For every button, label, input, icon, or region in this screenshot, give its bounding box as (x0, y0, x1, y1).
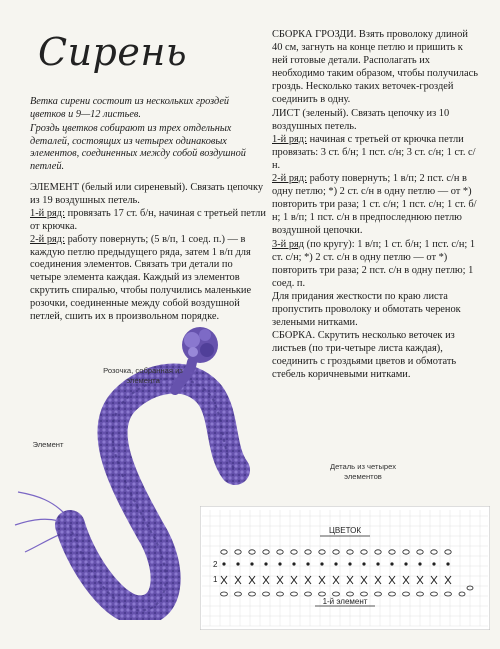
intro-text (30, 96, 262, 176)
slip-stitch-symbol (404, 562, 407, 565)
element-row-2 (30, 234, 266, 324)
row-label: 1-й ряд: (30, 207, 65, 219)
slip-stitch-symbol (250, 562, 253, 565)
row-text: работу повернуть; 1 в/п; 2 пст. с/н в одну петлю; *) 2 ст. с/н в одну петлю — от *) повторить три раза; 1 ст. с/н; 1 пст. с/н; 1 ст. б/н; 1 в/п; 1 пст. с/н в предпоследнюю петлю воздушной цепочки. (272, 173, 477, 237)
row-text: работу повернуть; (5 в/п, 1 соед. п.) — в каждую петлю предыдущего ряда, затем 1 в/п для соединения элементов. Связать три детали по четыре элемента каждая. Каждый из элементов скрутить спиралью, чтобы получились маленькие розочки, соединенные между собой воздушной петлей, сшить их в произвольном порядке. (30, 233, 252, 323)
slip-stitch-symbol (348, 562, 351, 565)
leaf-lead: ЛИСТ (зеленый). Связать цепочку из 10 воздушных петель. (272, 107, 450, 132)
row-1-number: 1 (213, 575, 218, 584)
slip-stitch-symbol (446, 562, 449, 565)
slip-stitch-symbol (418, 562, 421, 565)
element-row-1 (30, 208, 266, 234)
row-text: (по кругу): 1 в/п; 1 ст. б/н; 1 пст. с/н; 1 ст. с/н; *) 2 ст. с/н в одну петлю — от *) повторить три раза; 2 пст. с/н в одну петлю; 1 соед. п. (272, 238, 476, 289)
slip-stitch-symbol (376, 562, 379, 565)
assembly-and-leaf-instructions (272, 28, 480, 382)
slip-stitch-symbol (390, 562, 393, 565)
chart-title: ЦВЕТОК (329, 526, 361, 535)
chart-footer: 1-й элемент (322, 597, 368, 606)
page-title: Сирень (38, 30, 188, 74)
caption-rose: Розочка, собранная из элемента (103, 366, 183, 385)
element-instructions (30, 182, 266, 324)
slip-stitch-symbol (236, 562, 239, 565)
final-assembly: СБОРКА. Скрутить несколько веточек из листьев (по три-четыре листа каждая), соединить с гроздьями цветов и обмотать стебель коричневыми нитками. (272, 330, 457, 381)
crochet-chart (200, 506, 490, 630)
slip-stitch-symbol (292, 562, 295, 565)
slip-stitch-symbol (306, 562, 309, 565)
slip-stitch-symbol (222, 562, 225, 565)
slip-stitch-symbol (432, 562, 435, 565)
assembly-lead: СБОРКА ГРОЗДИ. Взять проволоку длиной 40 см, загнуть на конце петлю и пришить к ней готовые детали. Располагать их необходимо таким образом, чтобы получилась гроздь. Несколько таких веточек-гроздей соединить в одну. (272, 29, 478, 106)
row-label: 2-й ряд: (30, 233, 65, 245)
slip-stitch-symbol (264, 562, 267, 565)
slip-stitch-symbol (278, 562, 281, 565)
intro-paragraph-1: Ветка сирени состоит из нескольких гроздей цветков и 9—12 листьев. (30, 96, 230, 120)
element-lead: ЭЛЕМЕНТ (белый или сиреневый). Связать цепочку из 19 воздушных петель. (30, 182, 264, 206)
slip-stitch-symbol (362, 562, 365, 565)
intro-paragraph-2: Гроздь цветков собирают из трех отдельных деталей, состоящих из четырех одинаковых элементов, соединенных между собой воздушной петлей. (30, 123, 246, 172)
slip-stitch-symbol (320, 562, 323, 565)
row-label: 1-й ряд: (272, 133, 307, 145)
slip-stitch-symbol (334, 562, 337, 565)
row-2-number: 2 (213, 560, 218, 569)
leaf-row-2 (272, 172, 480, 237)
row-label: 3-й ряд (272, 238, 305, 250)
leaf-row-3 (272, 238, 480, 290)
row-text: провязать 17 ст. б/н, начиная с третьей петли от крючка. (30, 207, 266, 232)
rose-flower (182, 327, 218, 363)
leaf-row-1 (272, 133, 480, 172)
caption-element: Элемент (32, 440, 64, 449)
row-text: начиная с третьей от крючка петли провязать: 3 ст. б/н; 1 пст. с/н; 3 ст. с/н; 1 ст. с/н. (272, 133, 476, 171)
row-label: 2-й ряд: (272, 173, 307, 185)
rigidity-note: Для придания жесткости по краю листа пропустить проволоку и обмотать черенок зелеными нитками. (272, 290, 461, 329)
caption-detail: Деталь из четырех элементов (330, 462, 396, 481)
